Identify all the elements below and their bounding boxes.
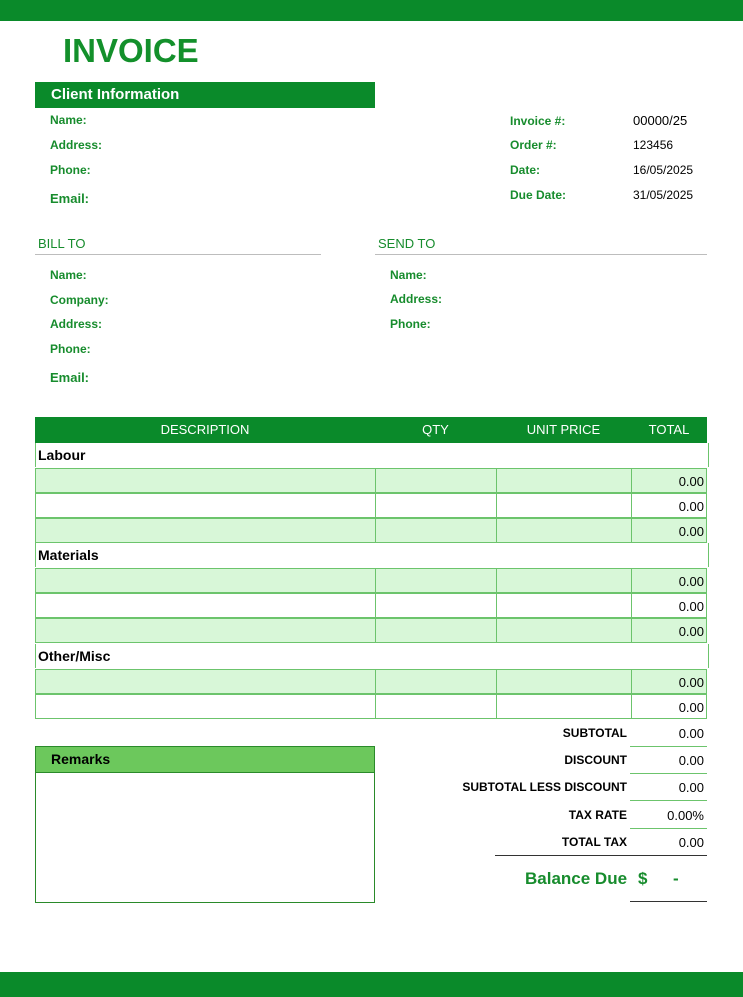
table-row	[35, 568, 707, 593]
balance-due-value: -	[673, 869, 679, 888]
description-cell[interactable]	[35, 568, 376, 593]
unit-price-cell[interactable]	[496, 593, 632, 618]
qty-cell[interactable]	[375, 493, 497, 518]
description-cell[interactable]	[35, 468, 376, 493]
group-materials: Materials	[35, 543, 709, 567]
remarks-header: Remarks	[35, 746, 375, 773]
bottom-accent-bar	[0, 972, 743, 997]
discount-underline	[630, 773, 707, 774]
balance-underline	[630, 901, 707, 902]
send-to-divider	[375, 254, 707, 255]
qty-cell[interactable]	[375, 618, 497, 643]
subtotal-value: 0.00	[678, 726, 704, 741]
qty-cell[interactable]	[375, 593, 497, 618]
table-row	[35, 468, 707, 493]
qty-cell[interactable]	[375, 468, 497, 493]
subtotal-label: SUBTOTAL	[562, 726, 627, 740]
table-header	[35, 417, 707, 443]
order-number-label: Order #:	[510, 138, 557, 152]
total-cell: 0.00	[631, 468, 707, 493]
invoice-number-label: Invoice #:	[510, 114, 566, 128]
bill-to-header: BILL TO	[38, 236, 86, 251]
total-cell: 0.00	[631, 618, 707, 643]
qty-cell[interactable]	[375, 694, 497, 719]
tax-rate-value[interactable]: 0.00%	[667, 808, 704, 823]
description-cell[interactable]	[35, 694, 376, 719]
client-info-header: Client Information	[35, 82, 375, 108]
send-to-header: SEND TO	[378, 236, 436, 251]
client-email-label: Email:	[50, 191, 90, 206]
bill-to-email-label: Email:	[50, 370, 90, 385]
bill-to-phone-label: Phone:	[50, 342, 91, 356]
unit-price-cell[interactable]	[496, 694, 632, 719]
total-cell: 0.00	[631, 593, 707, 618]
unit-price-cell[interactable]	[496, 618, 632, 643]
send-to-address-label: Address:	[390, 292, 443, 306]
tax-rate-label: TAX RATE	[568, 808, 627, 822]
send-to-phone-label: Phone:	[390, 317, 431, 331]
date-label: Date:	[510, 163, 541, 177]
unit-price-cell[interactable]	[496, 468, 632, 493]
unit-price-cell[interactable]	[496, 568, 632, 593]
col-unit-price-header: UNIT PRICE	[526, 422, 601, 437]
send-to-name-label: Name:	[390, 268, 427, 282]
due-date-value[interactable]: 31/05/2025	[633, 188, 694, 202]
subtotal-less-discount-underline	[630, 800, 707, 801]
discount-value[interactable]: 0.00	[678, 753, 704, 768]
table-row	[35, 618, 707, 643]
client-name-label: Name:	[50, 113, 87, 127]
invoice-number-value[interactable]: 00000/25	[633, 113, 688, 128]
table-row	[35, 669, 707, 694]
invoice-title: INVOICE	[63, 32, 199, 69]
total-tax-label: TOTAL TAX	[561, 835, 627, 849]
table-row	[35, 493, 707, 518]
balance-due-label: Balance Due	[525, 869, 628, 888]
total-cell: 0.00	[631, 493, 707, 518]
total-tax-value: 0.00	[678, 835, 704, 850]
unit-price-cell[interactable]	[496, 518, 632, 543]
remarks-textarea[interactable]	[35, 773, 375, 903]
qty-cell[interactable]	[375, 518, 497, 543]
qty-cell[interactable]	[375, 568, 497, 593]
balance-currency: $	[638, 869, 648, 888]
description-cell[interactable]	[35, 618, 376, 643]
total-cell: 0.00	[631, 518, 707, 543]
qty-cell[interactable]	[375, 669, 497, 694]
top-accent-bar	[0, 0, 743, 21]
tax-rate-underline	[630, 828, 707, 829]
table-row	[35, 593, 707, 618]
col-qty-header: QTY	[422, 422, 449, 437]
group-other-misc: Other/Misc	[35, 644, 709, 668]
table-row	[35, 518, 707, 543]
subtotal-underline	[630, 746, 707, 747]
bill-to-company-label: Company:	[50, 293, 109, 307]
total-cell: 0.00	[631, 694, 707, 719]
description-cell[interactable]	[35, 493, 376, 518]
bill-to-name-label: Name:	[50, 268, 87, 282]
due-date-label: Due Date:	[510, 188, 567, 202]
summary-divider	[495, 855, 707, 856]
total-cell: 0.00	[631, 568, 707, 593]
date-value[interactable]: 16/05/2025	[633, 163, 694, 177]
client-address-label: Address:	[50, 138, 103, 152]
order-number-value[interactable]: 123456	[633, 138, 674, 152]
total-cell: 0.00	[631, 669, 707, 694]
description-cell[interactable]	[35, 669, 376, 694]
col-description-header: DESCRIPTION	[160, 422, 250, 437]
bill-to-address-label: Address:	[50, 317, 103, 331]
subtotal-less-discount-value: 0.00	[678, 780, 704, 795]
unit-price-cell[interactable]	[496, 669, 632, 694]
col-total-header: TOTAL	[648, 422, 690, 437]
subtotal-less-discount-label: SUBTOTAL LESS DISCOUNT	[462, 780, 627, 794]
table-row	[35, 694, 707, 719]
description-cell[interactable]	[35, 593, 376, 618]
group-labour: Labour	[35, 443, 709, 467]
discount-label: DISCOUNT	[564, 753, 627, 767]
unit-price-cell[interactable]	[496, 493, 632, 518]
client-phone-label: Phone:	[50, 163, 91, 177]
description-cell[interactable]	[35, 518, 376, 543]
bill-to-divider	[35, 254, 321, 255]
